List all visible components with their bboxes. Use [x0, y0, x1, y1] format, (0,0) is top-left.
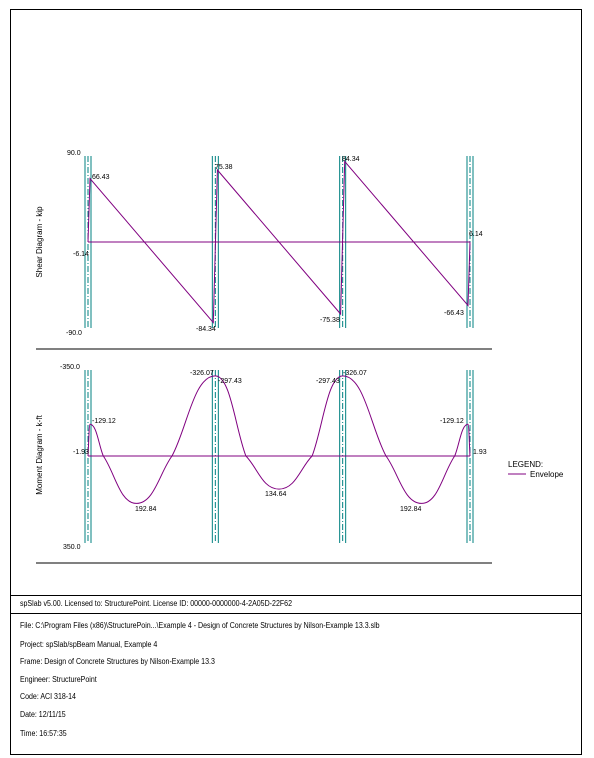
shear-label-66-43: 66.43 — [92, 174, 110, 181]
time-text: Time: 16:57:35 — [20, 729, 67, 738]
shear-label-neg-6-14: -6.14 — [73, 251, 89, 258]
shear-diagram — [35, 150, 492, 349]
code-text: Code: ACI 318-14 — [20, 692, 76, 701]
moment-label-1-93: 1.93 — [473, 449, 487, 456]
file-path-text: File: C:\Program Files (x86)\StructurePoin...\Example 4 - Design of Concrete Structures by Nilson-Example 13.3.slb — [20, 621, 380, 630]
engineer-text: Engineer: StructurePoint — [20, 675, 97, 684]
moment-label-neg-129-12-right: -129.12 — [440, 418, 464, 425]
moment-label-neg-1-93: -1.93 — [73, 449, 89, 456]
moment-label-neg-326-07-left: -326.07 — [190, 370, 214, 377]
moment-label-192-84-right: 192.84 — [400, 506, 422, 513]
moment-label-134-64: 134.64 — [265, 491, 287, 498]
moment-label-neg-297-43-right: -297.43 — [316, 378, 340, 385]
legend-envelope-label: Envelope — [530, 470, 564, 479]
shear-label-75-38: 75.38 — [215, 164, 233, 171]
shear-ylabel: Shear Diagram - kip — [35, 206, 44, 278]
moment-ylabel: Moment Diagram - k-ft — [35, 415, 44, 495]
shear-label-neg-84-34: -84.34 — [196, 326, 216, 333]
moment-label-neg-297-43-left: -297.43 — [218, 378, 242, 385]
project-text: Project: spSlab/spBeam Manual, Example 4 — [20, 640, 158, 649]
shear-label-6-14: 6.14 — [469, 231, 483, 238]
legend-title: LEGEND: — [508, 460, 544, 469]
moment-diagram — [35, 364, 492, 563]
shear-label-neg-75-38: -75.38 — [320, 317, 340, 324]
shear-label-84-34: 84.34 — [342, 156, 360, 163]
info-separator-top — [10, 595, 582, 596]
shear-ymax-label: 90.0 — [67, 150, 81, 157]
legend — [508, 460, 564, 479]
moment-ymax-label: 350.0 — [63, 544, 81, 551]
moment-envelope-line — [88, 376, 470, 504]
frame-text: Frame: Design of Concrete Structures by Nilson-Example 13.3 — [20, 657, 215, 666]
date-text: Date: 12/11/15 — [20, 710, 66, 719]
moment-ymin-label: -350.0 — [60, 364, 80, 371]
shear-label-neg-66-43: -66.43 — [444, 310, 464, 317]
shear-ymin-label: -90.0 — [66, 330, 82, 337]
moment-label-192-84-left: 192.84 — [135, 506, 157, 513]
moment-label-neg-129-12-left: -129.12 — [92, 418, 116, 425]
moment-label-neg-326-07-right: -326.07 — [343, 370, 367, 377]
license-text: spSlab v5.00. Licensed to: StructurePoint. License ID: 00000-0000000-4-2A05D-22F62 — [20, 599, 293, 608]
info-separator-mid — [10, 613, 582, 614]
